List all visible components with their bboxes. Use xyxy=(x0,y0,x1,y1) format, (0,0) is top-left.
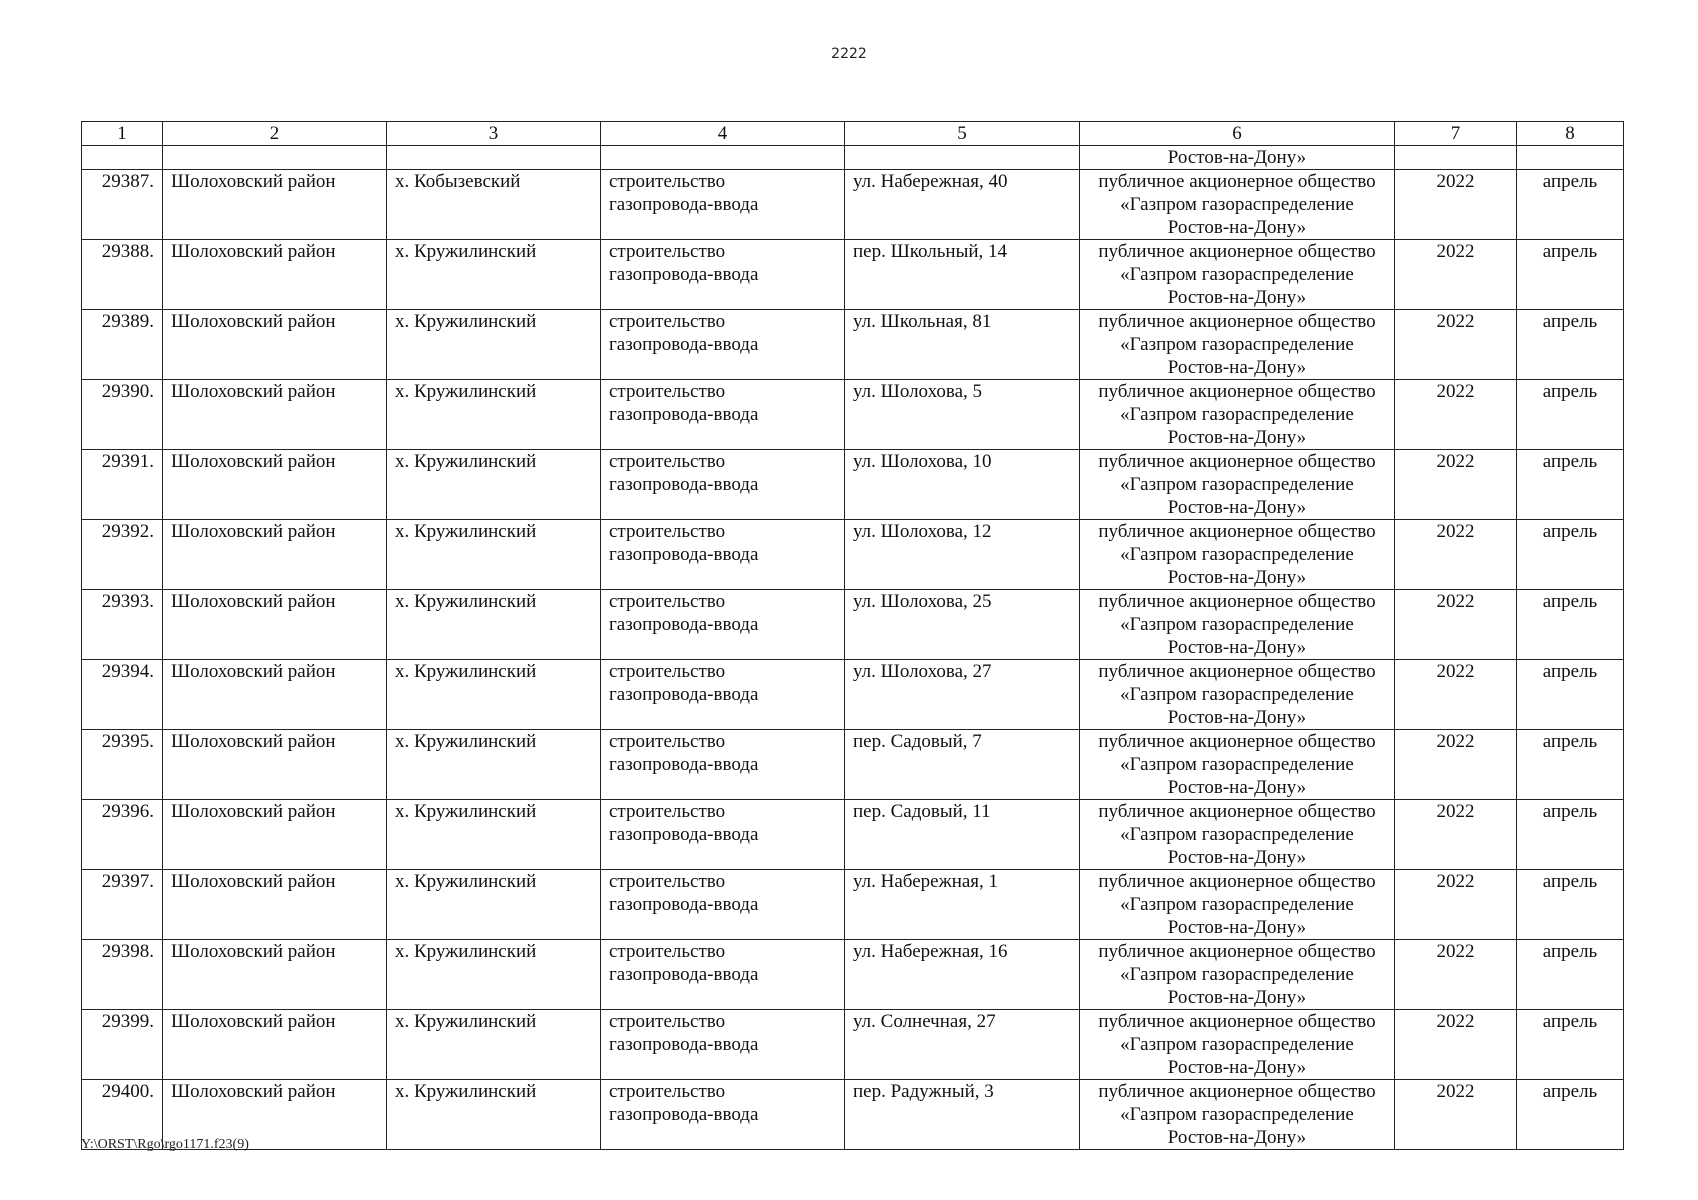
organization-cell-line: публичное акционерное общество xyxy=(1098,591,1376,612)
row-number-cell: 29397. xyxy=(82,870,163,940)
organization-cell-line: Ростов-на-Дону» xyxy=(1167,777,1307,798)
organization-cell-line: «Газпром газораспределение xyxy=(1120,894,1354,915)
organization-cell-line: «Газпром газораспределение xyxy=(1120,264,1354,285)
work-cell xyxy=(601,590,845,660)
organization-cell-line: публичное акционерное общество xyxy=(1098,451,1376,472)
row-number-cell: 29388. xyxy=(82,240,163,310)
month-cell: апрель xyxy=(1517,450,1624,520)
address-cell: ул. Шолохова, 10 xyxy=(845,450,1080,520)
table-row xyxy=(82,940,1624,1010)
table-row xyxy=(82,380,1624,450)
table-row xyxy=(82,240,1624,310)
row-number-cell: 29394. xyxy=(82,660,163,730)
organization-cell xyxy=(1080,1010,1395,1080)
table-cell xyxy=(387,146,601,170)
registry-table xyxy=(81,121,1624,1150)
address-cell: пер. Садовый, 11 xyxy=(845,800,1080,870)
organization-cell-line: публичное акционерное общество xyxy=(1098,1081,1376,1102)
work-cell-line: строительство xyxy=(609,941,726,962)
work-cell-line: строительство xyxy=(609,381,726,402)
page-number: 2222 xyxy=(831,46,867,62)
organization-cell-line: публичное акционерное общество xyxy=(1098,941,1376,962)
organization-cell-line: Ростов-на-Дону» xyxy=(1167,707,1307,728)
column-header: 3 xyxy=(387,122,601,146)
column-header: 8 xyxy=(1517,122,1624,146)
year-cell: 2022 xyxy=(1395,170,1517,240)
work-cell xyxy=(601,870,845,940)
organization-cell-line: Ростов-на-Дону» xyxy=(1167,847,1307,868)
district-cell: Шолоховский район xyxy=(163,730,387,800)
work-cell-line: строительство xyxy=(609,311,726,332)
district-cell: Шолоховский район xyxy=(163,520,387,590)
locality-cell: х. Кружилинский xyxy=(387,940,601,1010)
organization-cell-line: Ростов-на-Дону» xyxy=(1167,637,1307,658)
work-cell-line: газопровода-ввода xyxy=(609,754,759,775)
address-cell: ул. Шолохова, 27 xyxy=(845,660,1080,730)
locality-cell: х. Кружилинский xyxy=(387,380,601,450)
work-cell-line: строительство xyxy=(609,731,726,752)
organization-cell-line: Ростов-на-Дону» xyxy=(1167,567,1307,588)
column-header: 7 xyxy=(1395,122,1517,146)
table-cell xyxy=(601,146,845,170)
table-row xyxy=(82,170,1624,240)
organization-cell-line: «Газпром газораспределение xyxy=(1120,684,1354,705)
organization-cell-line: «Газпром газораспределение xyxy=(1120,754,1354,775)
work-cell-line: строительство xyxy=(609,241,726,262)
work-cell xyxy=(601,310,845,380)
table-row xyxy=(82,1010,1624,1080)
work-cell-line: газопровода-ввода xyxy=(609,1104,759,1125)
organization-cell-line: Ростов-на-Дону» xyxy=(1167,287,1307,308)
table-row xyxy=(82,870,1624,940)
work-cell xyxy=(601,450,845,520)
month-cell: апрель xyxy=(1517,240,1624,310)
year-cell: 2022 xyxy=(1395,660,1517,730)
work-cell xyxy=(601,1080,845,1150)
locality-cell: х. Кружилинский xyxy=(387,590,601,660)
organization-cell-line: Ростов-на-Дону» xyxy=(1167,497,1307,518)
row-number-cell: 29391. xyxy=(82,450,163,520)
work-cell-line: строительство xyxy=(609,661,726,682)
row-number-cell: 29399. xyxy=(82,1010,163,1080)
address-cell: пер. Школьный, 14 xyxy=(845,240,1080,310)
organization-cell-line: Ростов-на-Дону» xyxy=(1167,427,1307,448)
organization-cell-line: публичное акционерное общество xyxy=(1098,801,1376,822)
row-number-cell: 29400. xyxy=(82,1080,163,1150)
district-cell: Шолоховский район xyxy=(163,450,387,520)
row-number-cell: 29395. xyxy=(82,730,163,800)
table-row xyxy=(82,450,1624,520)
row-number-cell: 29398. xyxy=(82,940,163,1010)
table-cell xyxy=(163,146,387,170)
address-cell: пер. Садовый, 7 xyxy=(845,730,1080,800)
organization-cell-line: Ростов-на-Дону» xyxy=(1167,1057,1307,1078)
locality-cell: х. Кружилинский xyxy=(387,1010,601,1080)
table-row xyxy=(82,1080,1624,1150)
organization-cell-line: «Газпром газораспределение xyxy=(1120,194,1354,215)
organization-cell-line: «Газпром газораспределение xyxy=(1120,544,1354,565)
work-cell-line: газопровода-ввода xyxy=(609,1034,759,1055)
work-cell-line: строительство xyxy=(609,591,726,612)
address-cell: ул. Набережная, 16 xyxy=(845,940,1080,1010)
district-cell: Шолоховский район xyxy=(163,310,387,380)
table-cell xyxy=(1517,146,1624,170)
work-cell xyxy=(601,380,845,450)
organization-cell-line: «Газпром газораспределение xyxy=(1120,824,1354,845)
work-cell-line: газопровода-ввода xyxy=(609,684,759,705)
month-cell: апрель xyxy=(1517,660,1624,730)
month-cell: апрель xyxy=(1517,800,1624,870)
column-header: 6 xyxy=(1080,122,1395,146)
row-number-cell: 29387. xyxy=(82,170,163,240)
organization-cell xyxy=(1080,1080,1395,1150)
month-cell: апрель xyxy=(1517,520,1624,590)
locality-cell: х. Кобызевский xyxy=(387,170,601,240)
locality-cell: х. Кружилинский xyxy=(387,870,601,940)
work-cell-line: строительство xyxy=(609,1081,726,1102)
work-cell xyxy=(601,240,845,310)
organization-cell-line: публичное акционерное общество xyxy=(1098,1011,1376,1032)
locality-cell: х. Кружилинский xyxy=(387,800,601,870)
work-cell xyxy=(601,800,845,870)
file-path-footer: Y:\ORST\Rgo\rgo1171.f23(9) xyxy=(81,1137,249,1152)
column-header: 2 xyxy=(163,122,387,146)
organization-cell-line: Ростов-на-Дону» xyxy=(1167,357,1307,378)
table-cell xyxy=(1395,146,1517,170)
year-cell: 2022 xyxy=(1395,590,1517,660)
work-cell xyxy=(601,940,845,1010)
address-cell: пер. Радужный, 3 xyxy=(845,1080,1080,1150)
work-cell-line: строительство xyxy=(609,1011,726,1032)
organization-cell xyxy=(1080,240,1395,310)
locality-cell: х. Кружилинский xyxy=(387,1080,601,1150)
month-cell: апрель xyxy=(1517,940,1624,1010)
organization-cell xyxy=(1080,800,1395,870)
organization-cell-line: Ростов-на-Дону» xyxy=(1167,1127,1307,1148)
column-number-row xyxy=(82,122,1624,146)
row-number-cell: 29390. xyxy=(82,380,163,450)
column-header: 5 xyxy=(845,122,1080,146)
year-cell: 2022 xyxy=(1395,380,1517,450)
organization-cell-line: публичное акционерное общество xyxy=(1098,311,1376,332)
organization-cell-line: публичное акционерное общество xyxy=(1098,171,1376,192)
address-cell: ул. Набережная, 1 xyxy=(845,870,1080,940)
organization-cell-line: Ростов-на-Дону» xyxy=(1167,987,1307,1008)
locality-cell: х. Кружилинский xyxy=(387,310,601,380)
locality-cell: х. Кружилинский xyxy=(387,660,601,730)
address-cell: ул. Школьная, 81 xyxy=(845,310,1080,380)
organization-cell-line: Ростов-на-Дону» xyxy=(1167,917,1307,938)
work-cell-line: газопровода-ввода xyxy=(609,474,759,495)
continuation-row xyxy=(82,146,1624,170)
organization-cell xyxy=(1080,940,1395,1010)
organization-cell xyxy=(1080,520,1395,590)
month-cell: апрель xyxy=(1517,170,1624,240)
organization-cell-line: публичное акционерное общество xyxy=(1098,521,1376,542)
year-cell: 2022 xyxy=(1395,520,1517,590)
row-number-cell: 29396. xyxy=(82,800,163,870)
district-cell: Шолоховский район xyxy=(163,1010,387,1080)
work-cell xyxy=(601,170,845,240)
district-cell: Шолоховский район xyxy=(163,800,387,870)
organization-cell xyxy=(1080,660,1395,730)
district-cell: Шолоховский район xyxy=(163,170,387,240)
address-cell: ул. Набережная, 40 xyxy=(845,170,1080,240)
address-cell: ул. Солнечная, 27 xyxy=(845,1010,1080,1080)
organization-cell-line: «Газпром газораспределение xyxy=(1120,1104,1354,1125)
table-row xyxy=(82,310,1624,380)
table-row xyxy=(82,520,1624,590)
year-cell: 2022 xyxy=(1395,870,1517,940)
row-number-cell: 29389. xyxy=(82,310,163,380)
locality-cell: х. Кружилинский xyxy=(387,520,601,590)
year-cell: 2022 xyxy=(1395,450,1517,520)
column-header: 4 xyxy=(601,122,845,146)
table-row xyxy=(82,730,1624,800)
organization-cell xyxy=(1080,170,1395,240)
work-cell-line: газопровода-ввода xyxy=(609,264,759,285)
district-cell: Шолоховский район xyxy=(163,590,387,660)
address-cell: ул. Шолохова, 25 xyxy=(845,590,1080,660)
organization-cell-line: публичное акционерное общество xyxy=(1098,661,1376,682)
organization-cell xyxy=(1080,870,1395,940)
organization-cell xyxy=(1080,380,1395,450)
work-cell-line: строительство xyxy=(609,521,726,542)
month-cell: апрель xyxy=(1517,380,1624,450)
year-cell: 2022 xyxy=(1395,1010,1517,1080)
organization-cell-line: публичное акционерное общество xyxy=(1098,381,1376,402)
organization-cell-line: «Газпром газораспределение xyxy=(1120,964,1354,985)
organization-cell-line: «Газпром газораспределение xyxy=(1120,614,1354,635)
year-cell: 2022 xyxy=(1395,800,1517,870)
organization-cell-line: «Газпром газораспределение xyxy=(1120,474,1354,495)
district-cell: Шолоховский район xyxy=(163,940,387,1010)
locality-cell: х. Кружилинский xyxy=(387,450,601,520)
work-cell-line: газопровода-ввода xyxy=(609,404,759,425)
work-cell-line: строительство xyxy=(609,451,726,472)
organization-cell xyxy=(1080,730,1395,800)
column-header: 1 xyxy=(82,122,163,146)
work-cell-line: газопровода-ввода xyxy=(609,194,759,215)
organization-cell-line: Ростов-на-Дону» xyxy=(1167,217,1307,238)
table-row xyxy=(82,660,1624,730)
row-number-cell: 29392. xyxy=(82,520,163,590)
year-cell: 2022 xyxy=(1395,1080,1517,1150)
year-cell: 2022 xyxy=(1395,310,1517,380)
organization-cell xyxy=(1080,450,1395,520)
month-cell: апрель xyxy=(1517,730,1624,800)
month-cell: апрель xyxy=(1517,870,1624,940)
row-number-cell: 29393. xyxy=(82,590,163,660)
organization-cell xyxy=(1080,590,1395,660)
work-cell-line: газопровода-ввода xyxy=(609,544,759,565)
work-cell-line: строительство xyxy=(609,871,726,892)
work-cell xyxy=(601,520,845,590)
work-cell-line: газопровода-ввода xyxy=(609,334,759,355)
locality-cell: х. Кружилинский xyxy=(387,730,601,800)
work-cell-line: строительство xyxy=(609,801,726,822)
continuation-org-cell: Ростов-на-Дону» xyxy=(1080,146,1395,170)
district-cell: Шолоховский район xyxy=(163,660,387,730)
month-cell: апрель xyxy=(1517,310,1624,380)
organization-cell-line: «Газпром газораспределение xyxy=(1120,404,1354,425)
work-cell-line: газопровода-ввода xyxy=(609,964,759,985)
locality-cell: х. Кружилинский xyxy=(387,240,601,310)
month-cell: апрель xyxy=(1517,1080,1624,1150)
table-cell xyxy=(82,146,163,170)
district-cell: Шолоховский район xyxy=(163,870,387,940)
year-cell: 2022 xyxy=(1395,240,1517,310)
work-cell xyxy=(601,660,845,730)
organization-cell-line: публичное акционерное общество xyxy=(1098,241,1376,262)
year-cell: 2022 xyxy=(1395,940,1517,1010)
organization-cell-line: «Газпром газораспределение xyxy=(1120,1034,1354,1055)
address-cell: ул. Шолохова, 5 xyxy=(845,380,1080,450)
work-cell xyxy=(601,1010,845,1080)
organization-cell-line: публичное акционерное общество xyxy=(1098,731,1376,752)
address-cell: ул. Шолохова, 12 xyxy=(845,520,1080,590)
district-cell: Шолоховский район xyxy=(163,240,387,310)
work-cell xyxy=(601,730,845,800)
month-cell: апрель xyxy=(1517,590,1624,660)
table-row xyxy=(82,800,1624,870)
work-cell-line: строительство xyxy=(609,171,726,192)
organization-cell xyxy=(1080,310,1395,380)
year-cell: 2022 xyxy=(1395,730,1517,800)
work-cell-line: газопровода-ввода xyxy=(609,824,759,845)
month-cell: апрель xyxy=(1517,1010,1624,1080)
district-cell: Шолоховский район xyxy=(163,380,387,450)
table-row xyxy=(82,590,1624,660)
organization-cell-line: публичное акционерное общество xyxy=(1098,871,1376,892)
organization-cell-line: «Газпром газораспределение xyxy=(1120,334,1354,355)
work-cell-line: газопровода-ввода xyxy=(609,614,759,635)
work-cell-line: газопровода-ввода xyxy=(609,894,759,915)
district-cell: Шолоховский район xyxy=(163,1080,387,1150)
table-cell xyxy=(845,146,1080,170)
